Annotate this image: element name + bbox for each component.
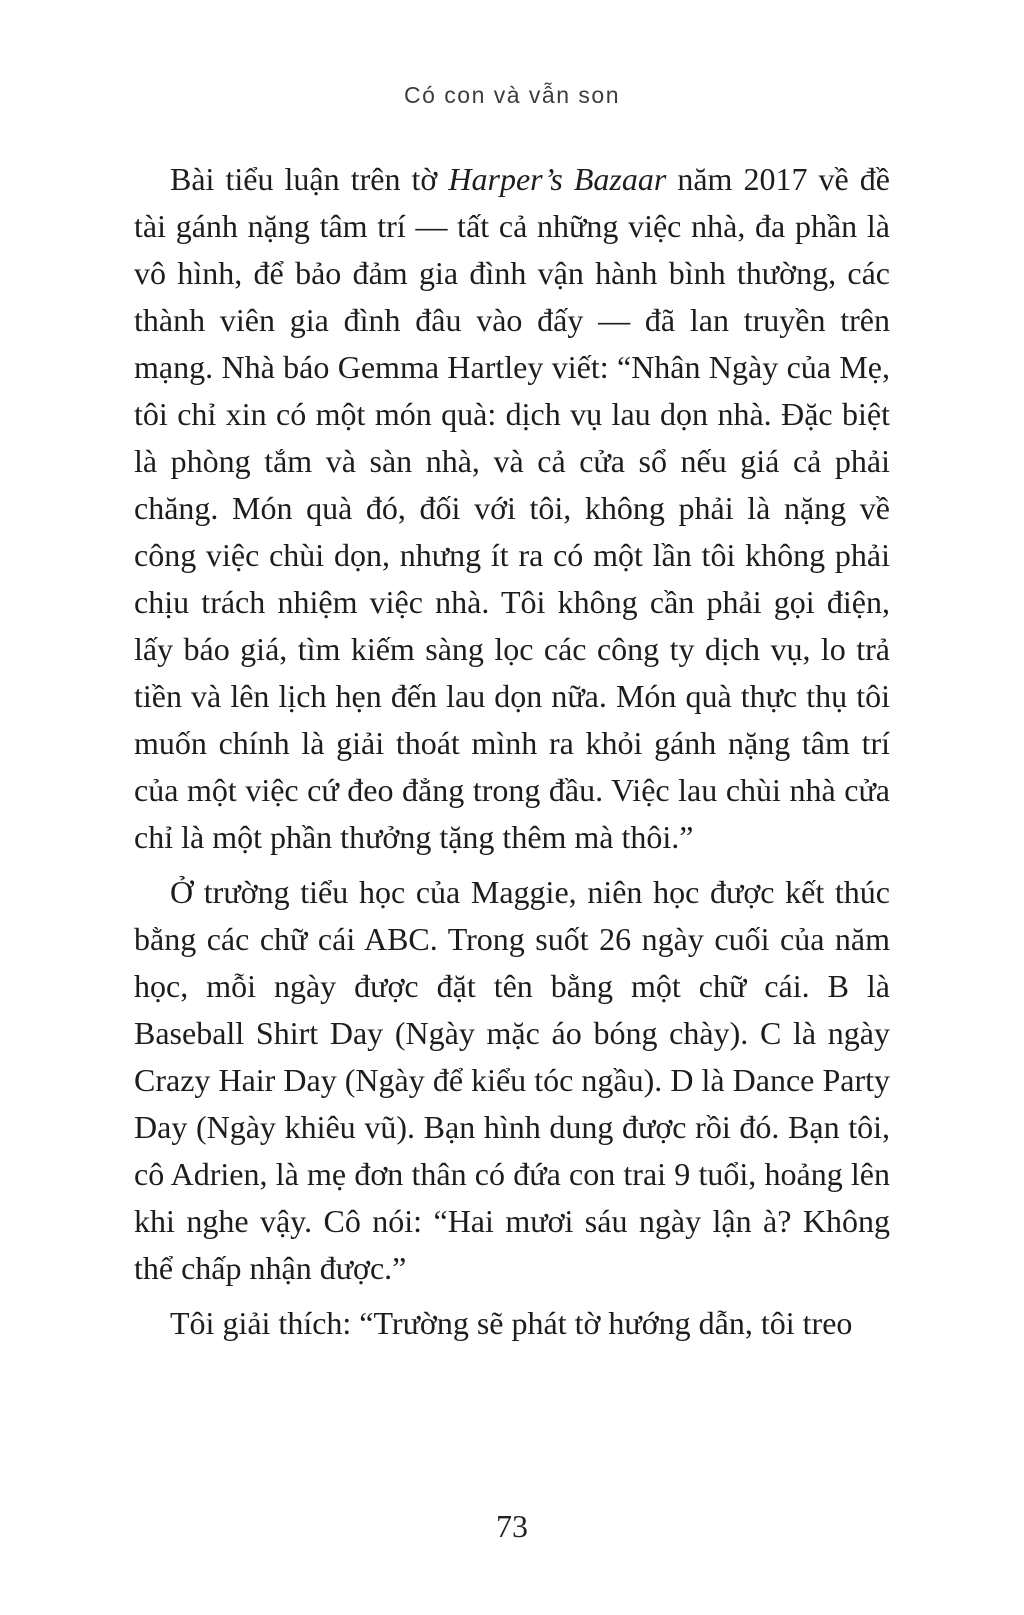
text-segment: Ở trường tiểu học của Maggie, niên học được kết thúc bằng các chữ cái ABC. Trong suốt 26 ngày cuối của năm học, mỗi ngày được đặt tên bằng một chữ cái. B là Baseball Shirt Day (Ngày mặc áo bóng chày). C là ngày Crazy Hair Day (Ngày để kiểu tóc ngầu). D là Dance Party Day (Ngày khiêu vũ). Bạn hình dung được rồi đó. Bạn tôi, cô Adrien, là mẹ đơn thân có đứa con trai 9 tuổi, hoảng lên khi nghe vậy. Cô nói: “Hai mươi sáu ngày lận à? Không thể chấp nhận được.”: [134, 874, 890, 1286]
paragraph: [134, 869, 890, 1292]
text-segment: Tôi giải thích: “Trường sẽ phát tờ hướng dẫn, tôi treo: [170, 1305, 853, 1341]
running-header: Có con và vẫn son: [403, 82, 620, 108]
text-segment: Bài tiểu luận trên tờ: [170, 161, 449, 197]
italic-text-segment: Harper’s Bazaar: [448, 161, 667, 197]
page-number: 73: [496, 1508, 528, 1544]
paragraph: [134, 156, 890, 861]
text-segment: năm 2017 về đề tài gánh nặng tâm trí — tất cả những việc nhà, đa phần là vô hình, để bảo đảm gia đình vận hành bình thường, các thành viên gia đình đâu vào đấy — đã lan truyền trên mạng. Nhà báo Gemma Hartley viết: “Nhân Ngày của Mẹ, tôi chỉ xin có một món quà: dịch vụ lau dọn nhà. Đặc biệt là phòng tắm và sàn nhà, và cả cửa sổ nếu giá cả phải chăng. Món quà đó, đối với tôi, không phải là nặng về công việc chùi dọn, nhưng ít ra có một lần tôi không phải chịu trách nhiệm việc nhà. Tôi không cần phải gọi điện, lấy báo giá, tìm kiếm sàng lọc các công ty dịch vụ, lo trả tiền và lên lịch hẹn đến lau dọn nữa. Món quà thực thụ tôi muốn chính là giải thoát mình ra khỏi gánh nặng tâm trí của một việc cứ đeo đẳng trong đầu. Việc lau chùi nhà cửa chỉ là một phần thưởng tặng thêm mà thôi.”: [134, 161, 891, 855]
page-body: [134, 156, 890, 1347]
paragraph: [134, 1300, 890, 1347]
